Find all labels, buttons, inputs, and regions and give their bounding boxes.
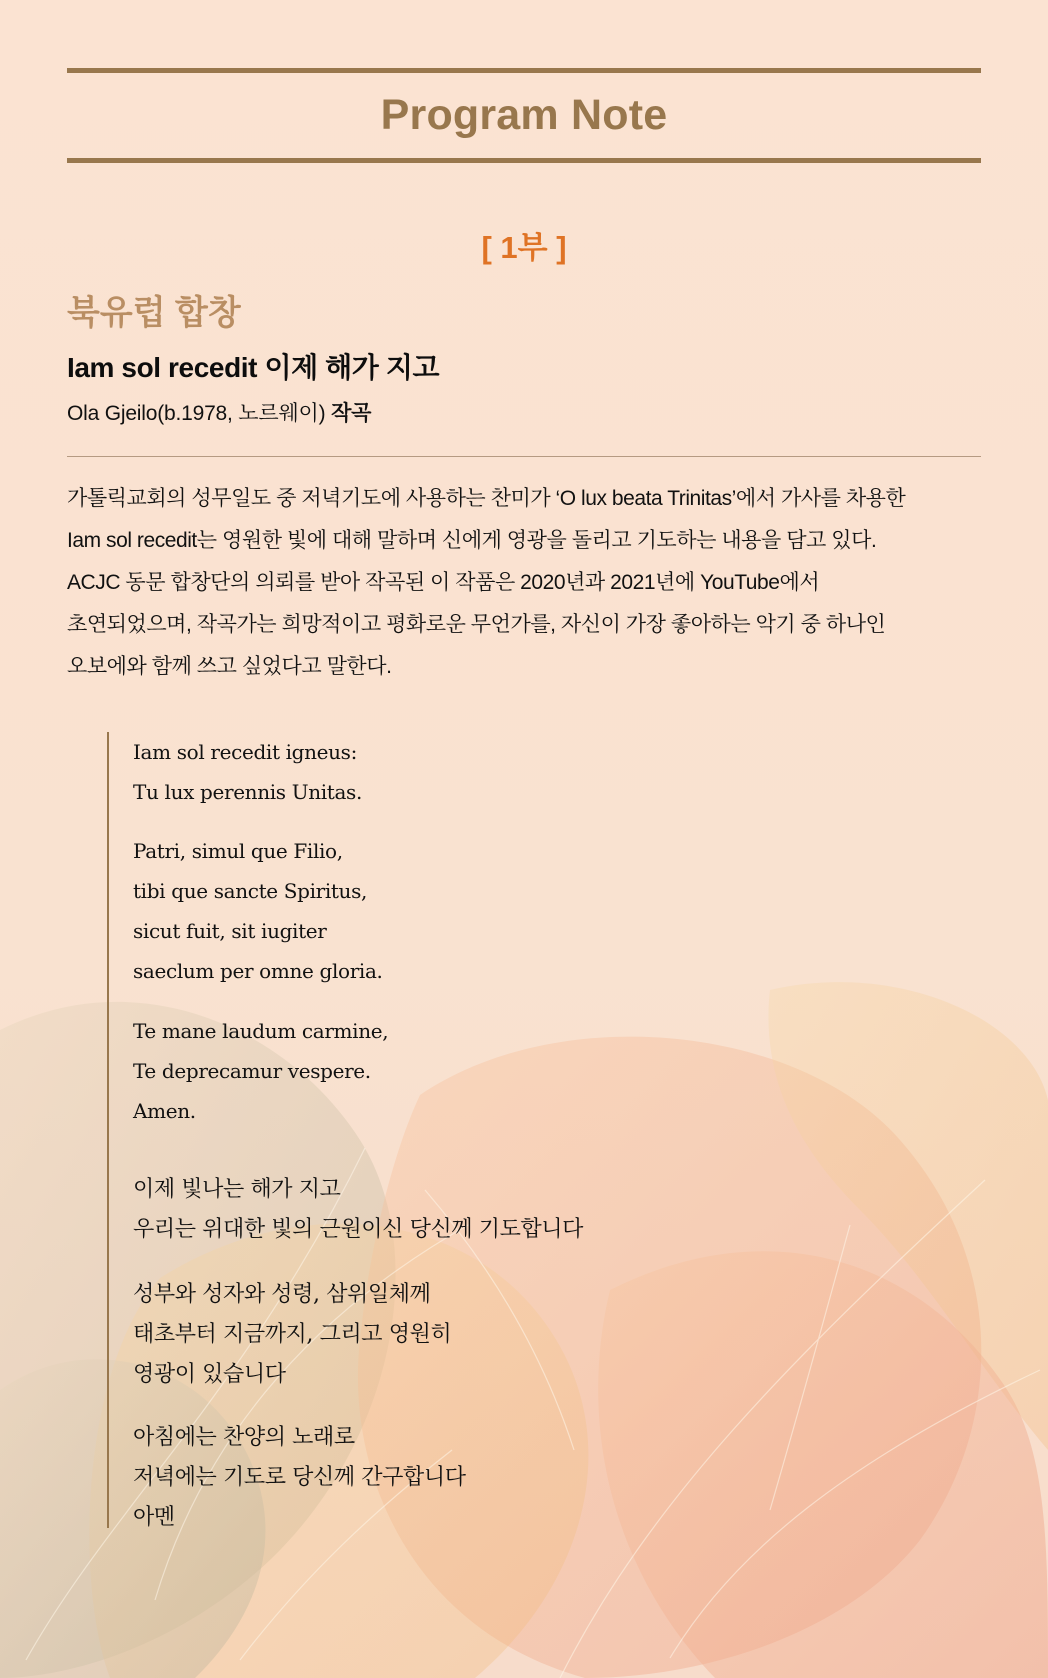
latin-lyric-line: Iam sol recedit igneus: bbox=[133, 740, 357, 764]
latin-stanza-3 bbox=[133, 1011, 693, 1131]
page-title: Program Note bbox=[380, 91, 668, 139]
work-title: Iam sol recedit 이제 해가 지고 bbox=[67, 352, 440, 383]
program-description bbox=[67, 478, 997, 688]
composer-name: Ola Gjeilo(b.1978, 노르웨이) bbox=[67, 402, 326, 425]
korean-lyric-line: 성부와 성자와 성령, 삼위일체께 bbox=[133, 1282, 431, 1307]
section-divider bbox=[67, 456, 981, 457]
description-line: Iam sol recedit는 영원한 빛에 대해 말하며 신에게 영광을 돌리고 기도하는 내용을 담고 있다. bbox=[67, 529, 877, 552]
latin-lyric-line: sicut fuit, sit iugiter bbox=[133, 919, 327, 943]
description-line: 가톨릭교회의 성무일도 중 저녁기도에 사용하는 찬미가 ‘O lux beata Trinitas’에서 가사를 차용한 bbox=[67, 487, 906, 510]
latin-lyric-line: Amen. bbox=[133, 1099, 196, 1123]
korean-stanza-2 bbox=[133, 1275, 693, 1395]
korean-stanza-3 bbox=[133, 1418, 693, 1538]
lyrics-block bbox=[107, 732, 707, 1528]
description-line: 오보에와 함께 쓰고 싶었다고 말한다. bbox=[67, 655, 392, 678]
title-banner bbox=[67, 68, 981, 163]
composer-credit-suffix: 작곡 bbox=[331, 402, 372, 425]
korean-lyric-line: 이제 빛나는 해가 지고 bbox=[133, 1177, 341, 1202]
description-line: 초연되었으며, 작곡가는 희망적이고 평화로운 무언가를, 자신이 가장 좋아하는 악기 중 하나인 bbox=[67, 613, 886, 636]
latin-lyric-line: Patri, simul que Filio, bbox=[133, 839, 343, 863]
korean-lyric-line: 저녁에는 기도로 당신께 간구합니다 bbox=[133, 1465, 466, 1490]
latin-lyric-line: saeclum per omne gloria. bbox=[133, 959, 383, 983]
latin-lyric-line: Te mane laudum carmine, bbox=[133, 1019, 389, 1043]
latin-stanza-1 bbox=[133, 732, 693, 812]
group-name: 북유럽 합창 bbox=[67, 294, 241, 332]
korean-lyric-line: 우리는 위대한 빛의 근원이신 당신께 기도합니다 bbox=[133, 1217, 584, 1242]
latin-stanza-2 bbox=[133, 831, 693, 991]
composer-credit bbox=[67, 399, 371, 429]
latin-lyric-line: Te deprecamur vespere. bbox=[133, 1059, 371, 1083]
part-heading: [ 1부 ] bbox=[481, 230, 567, 265]
description-line: ACJC 동문 합창단의 의뢰를 받아 작곡된 이 작품은 2020년과 2021년에 YouTube에서 bbox=[67, 571, 820, 594]
latin-lyric-line: tibi que sancte Spiritus, bbox=[133, 879, 368, 903]
korean-lyric-line: 태초부터 지금까지, 그리고 영원히 bbox=[133, 1322, 452, 1347]
korean-lyric-line: 영광이 있습니다 bbox=[133, 1362, 286, 1387]
korean-lyric-line: 아멘 bbox=[133, 1505, 175, 1530]
korean-lyric-line: 아침에는 찬양의 노래로 bbox=[133, 1425, 355, 1450]
latin-lyric-line: Tu lux perennis Unitas. bbox=[133, 780, 362, 804]
korean-stanza-1 bbox=[133, 1170, 693, 1250]
